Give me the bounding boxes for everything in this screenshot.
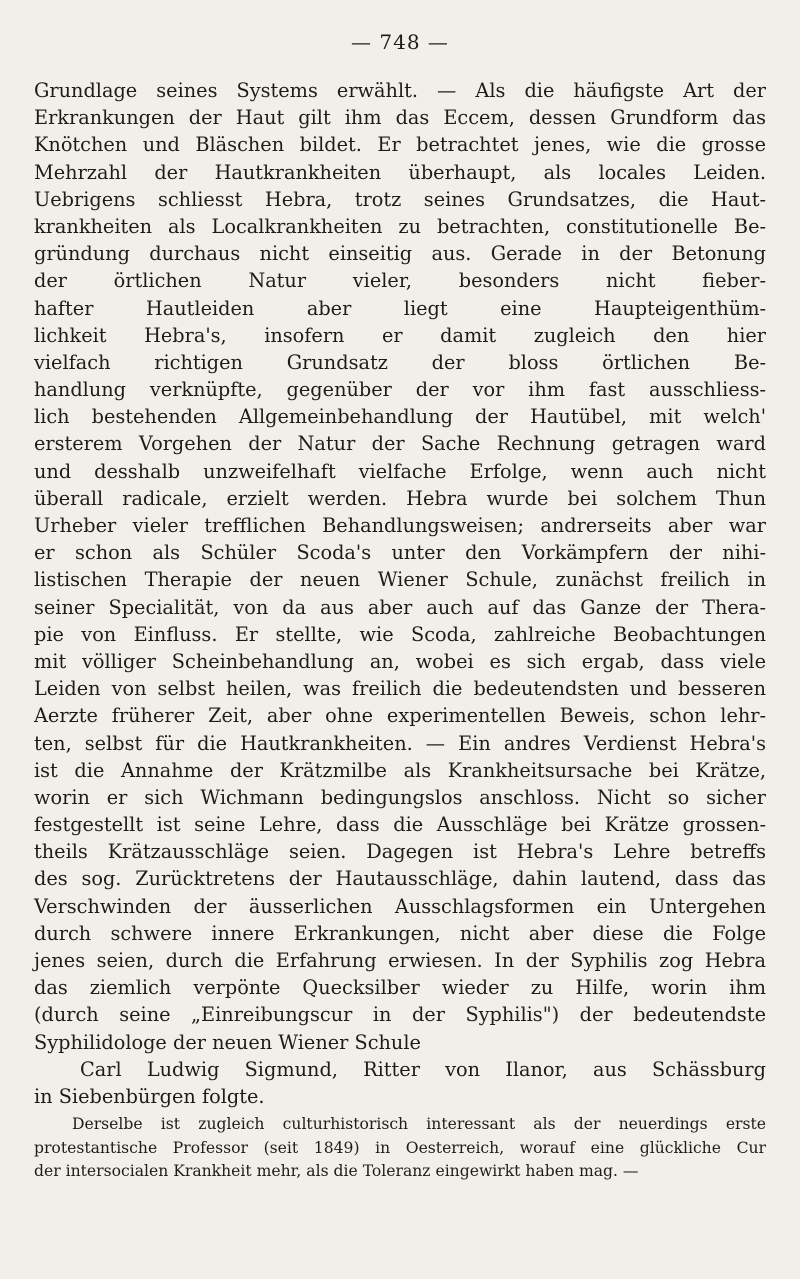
text-line: überall radicale, erzielt werden. Hebra wurde bei solchem Thun xyxy=(34,486,766,510)
text-line: seiner Specialität, von da aus aber auch auf das Ganze der Thera- xyxy=(34,595,766,619)
text-line: Verschwinden der äusserlichen Ausschlagsformen ein Untergehen xyxy=(34,894,766,918)
text-line: worin er sich Wichmann bedingungslos anschloss. Nicht so sicher xyxy=(34,785,766,809)
text-line: der örtlichen Natur vieler, besonders nicht fieber- xyxy=(34,269,766,293)
main-paragraph xyxy=(34,77,766,1056)
text-line: lichkeit Hebra's, insofern er damit zugleich den hier xyxy=(34,323,766,347)
text-line: ersterem Vorgehen der Natur der Sache Rechnung getragen ward xyxy=(34,432,766,456)
page-number: — 748 — xyxy=(351,30,449,54)
text-line: ist die Annahme der Krätzmilbe als Krankheitsursache bei Krätze, xyxy=(34,758,766,782)
text-line: Carl Ludwig Sigmund, Ritter von Ilanor, aus Schässburg xyxy=(80,1057,766,1081)
text-line: hafter Hautleiden aber liegt eine Haupteigenthüm- xyxy=(34,296,766,320)
text-line: festgestellt ist seine Lehre, dass die Ausschläge bei Krätze grossen- xyxy=(34,813,766,837)
text-line: theils Krätzausschläge seien. Dagegen ist Hebra's Lehre betreffs xyxy=(34,840,766,864)
text-line: der intersocialen Krankheit mehr, als die Toleranz eingewirkt haben mag. — xyxy=(34,1162,639,1181)
text-line: in Siebenbürgen folgte. xyxy=(34,1084,265,1108)
text-line: protestantische Professor (seit 1849) in Oesterreich, worauf eine glückliche Cur xyxy=(34,1138,766,1157)
text-line: (durch seine „Einreibungscur in der Syphilis") der bedeutendste xyxy=(34,1003,766,1027)
text-line: Aerzte früherer Zeit, aber ohne experimentellen Beweis, schon lehr- xyxy=(34,704,766,728)
text-line: das ziemlich verpönte Quecksilber wieder zu Hilfe, worin ihm xyxy=(34,976,766,1000)
text-line: listischen Therapie der neuen Wiener Schule, zunächst freilich in xyxy=(34,568,766,592)
text-line: jenes seien, durch die Erfahrung erwiesen. In der Syphilis zog Hebra xyxy=(34,949,766,972)
footnote xyxy=(34,1113,766,1184)
text-line: Derselbe ist zugleich culturhistorisch interessant als der neuerdings erste xyxy=(72,1115,766,1134)
text-line: Leiden von selbst heilen, was freilich die bedeutendsten und besseren xyxy=(34,677,766,701)
text-line: Uebrigens schliesst Hebra, trotz seines Grundsatzes, die Haut- xyxy=(34,187,766,211)
text-line: Syphilidologe der neuen Wiener Schule xyxy=(34,1030,421,1054)
sigmund-paragraph xyxy=(34,1056,766,1110)
text-line: krankheiten als Localkrankheiten zu betrachten, constitutionelle Be- xyxy=(34,214,766,238)
text-line: vielfach richtigen Grundsatz der bloss örtlichen Be- xyxy=(34,350,766,374)
text-line: und desshalb unzweifelhaft vielfache Erfolge, wenn auch nicht xyxy=(34,459,766,483)
text-line: Erkrankungen der Haut gilt ihm das Eccem, dessen Grundform das xyxy=(34,106,766,130)
text-line: Urheber vieler trefflichen Behandlungsweisen; andrerseits aber war xyxy=(34,514,766,537)
text-line: Mehrzahl der Hautkrankheiten überhaupt, als locales Leiden. xyxy=(34,160,766,184)
text-line: Knötchen und Bläschen bildet. Er betrachtet jenes, wie die grosse xyxy=(34,133,766,157)
text-line: handlung verknüpfte, gegenüber der vor ihm fast ausschliess- xyxy=(34,378,766,402)
text-line: er schon als Schüler Scoda's unter den Vorkämpfern der nihi- xyxy=(34,541,766,565)
text-line: mit völliger Scheinbehandlung an, wobei es sich ergab, dass viele xyxy=(34,649,766,673)
text-line: lich bestehenden Allgemeinbehandlung der Hautübel, mit welch' xyxy=(34,405,766,429)
text-line: Grundlage seines Systems erwählt. — Als die häufigste Art der xyxy=(34,79,766,102)
text-line: durch schwere innere Erkrankungen, nicht aber diese die Folge xyxy=(34,921,766,945)
page-body xyxy=(34,77,766,1184)
text-line: ten, selbst für die Hautkrankheiten. — Ein andres Verdienst Hebra's xyxy=(34,731,766,755)
text-line: des sog. Zurücktretens der Hautausschläge, dahin lautend, dass das xyxy=(34,867,766,891)
text-line: pie von Einfluss. Er stellte, wie Scoda, zahlreiche Beobachtungen xyxy=(34,622,766,646)
text-line: gründung durchaus nicht einseitig aus. Gerade in der Betonung xyxy=(34,242,766,266)
